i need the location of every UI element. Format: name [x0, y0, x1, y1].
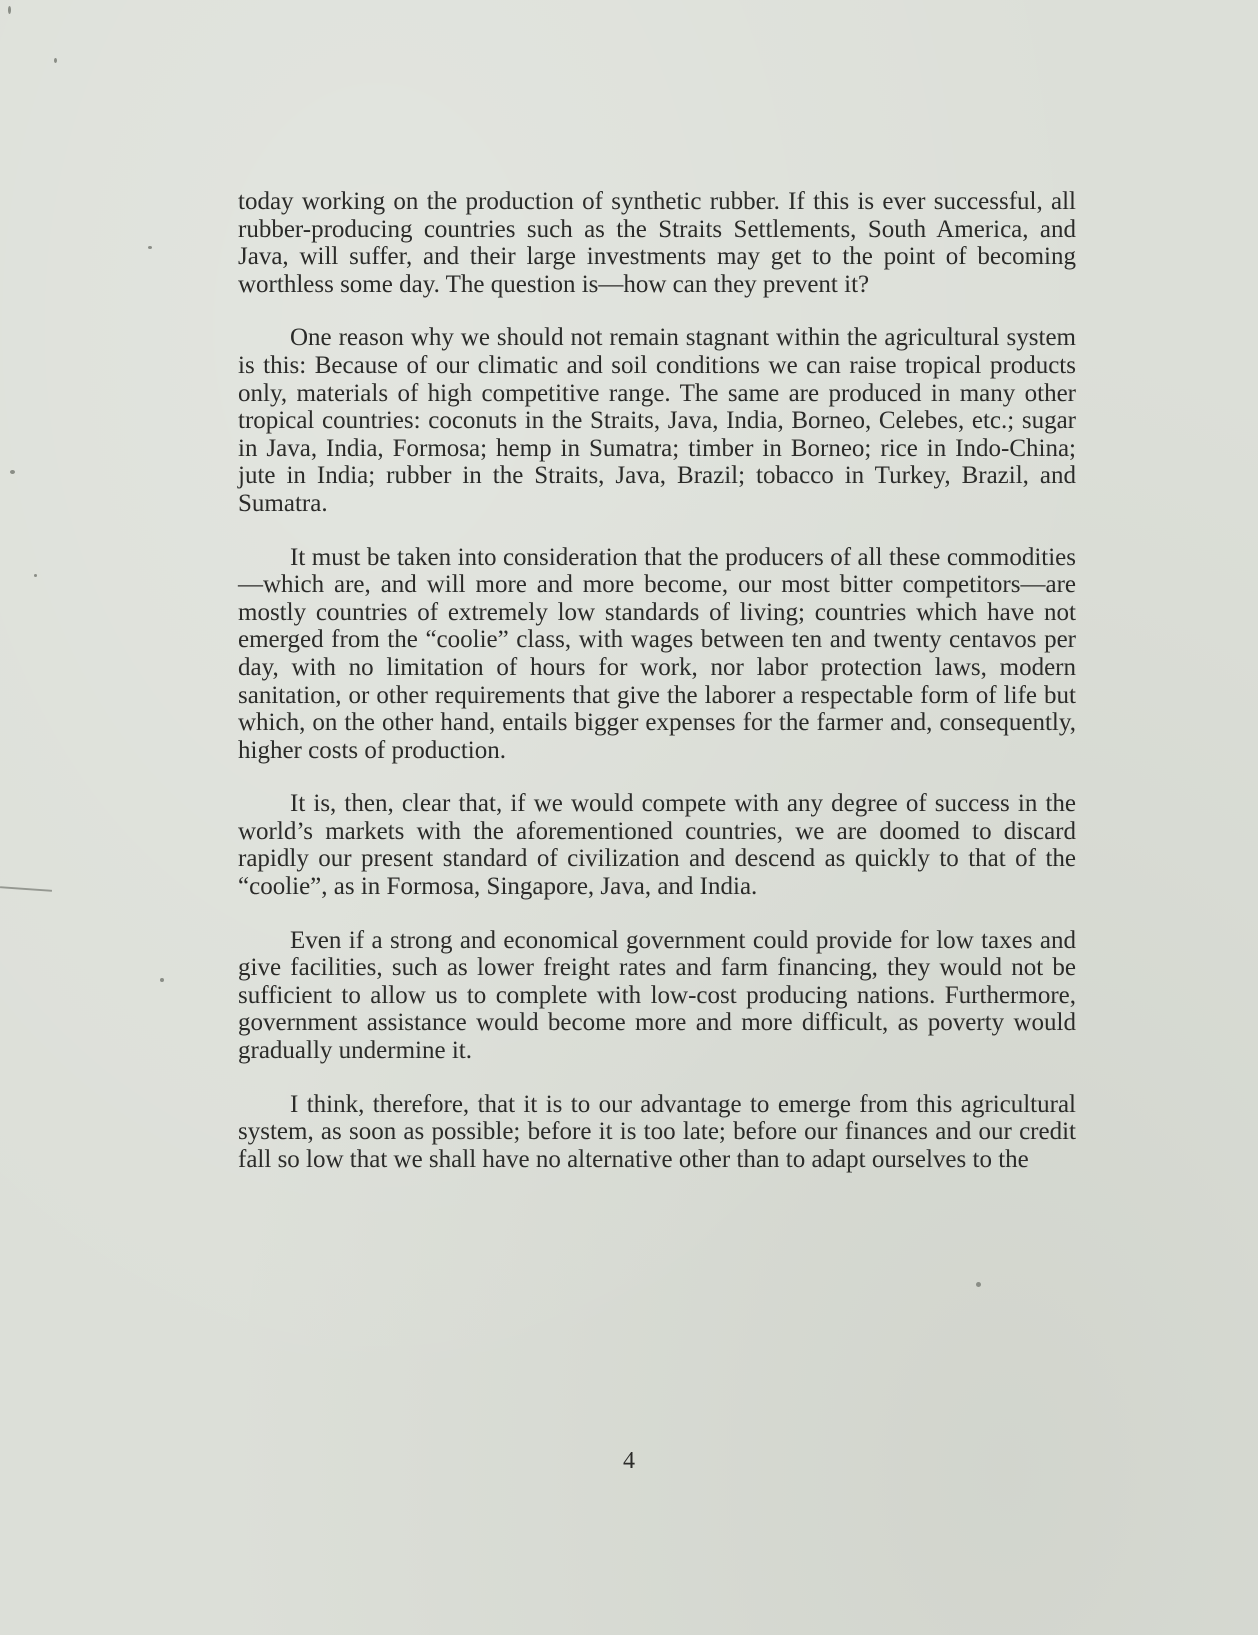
- paragraph-conclusion: I think, therefore, that it is to our advantage to emerge from this agricultural system, as soon as possible; before it is too late; before our finances and our credit fall so low that we shall have no alternative other than to adapt ourselves to the: [238, 1090, 1076, 1173]
- paper-speck: [10, 470, 15, 474]
- paragraph-government: Even if a strong and economical government could provide for low taxes and give facilities, such as lower freight rates and farm financing, they would not be sufficient to allow us to complete with low-cost producing nations. Furthermore, government assistance would become more and more difficult, as poverty would gradually undermine it.: [238, 926, 1076, 1065]
- paper-speck: [160, 978, 164, 982]
- paragraph-synthetic-rubber: today working on the production of synthetic rubber. If this is ever successful, all rubber-producing countries such as the Straits Settlements, South America, and Java, will suffer, and their large investments may get to the point of becoming worthless some day. The question is—how can they prevent it?: [238, 188, 1076, 298]
- paper-speck: [148, 246, 152, 249]
- paper-speck: [54, 58, 57, 63]
- paragraph-competitors: It must be taken into consideration that the producers of all these commodities—which are, and will more and more become, our most bitter competitors—are mostly countries of extremely low standards of living; countries which have not emerged from the “coolie” class, with wages between ten and twenty centavos per day, with no limitation of hours for work, nor labor protection laws, modern sanitation, or other requirements that give the laborer a respectable form of life but which, on the other hand, entails bigger expenses for the farmer and, consequently, higher costs of production.: [238, 543, 1076, 764]
- paper-scratch: [0, 886, 52, 892]
- paragraph-agricultural-system: One reason why we should not remain stagnant within the agricultural system is this: Because of our climatic and soil conditions we can raise tropical products only, materials of high competitive range. The same are produced in many other tropical countries: coconuts in the Straits, Java, India, Borneo, Celebes, etc.; sugar in Java, India, Formosa; hemp in Sumatra; timber in Borneo; rice in Indo-China; jute in India; rubber in the Straits, Java, Brazil; tobacco in Turkey, Brazil, and Sumatra.: [238, 324, 1076, 517]
- page-number: 4: [623, 1448, 635, 1474]
- paper-speck: [8, 6, 11, 14]
- paper-speck: [976, 1282, 981, 1287]
- paragraph-world-markets: It is, then, clear that, if we would compete with any degree of success in the world’s markets with the aforementioned countries, we are doomed to discard rapidly our present standard of civilization and descend as quickly to that of the “coolie”, as in Formosa, Singapore, Java, and India.: [238, 790, 1076, 901]
- body-text: [238, 188, 1076, 1173]
- paper-speck: [34, 574, 37, 577]
